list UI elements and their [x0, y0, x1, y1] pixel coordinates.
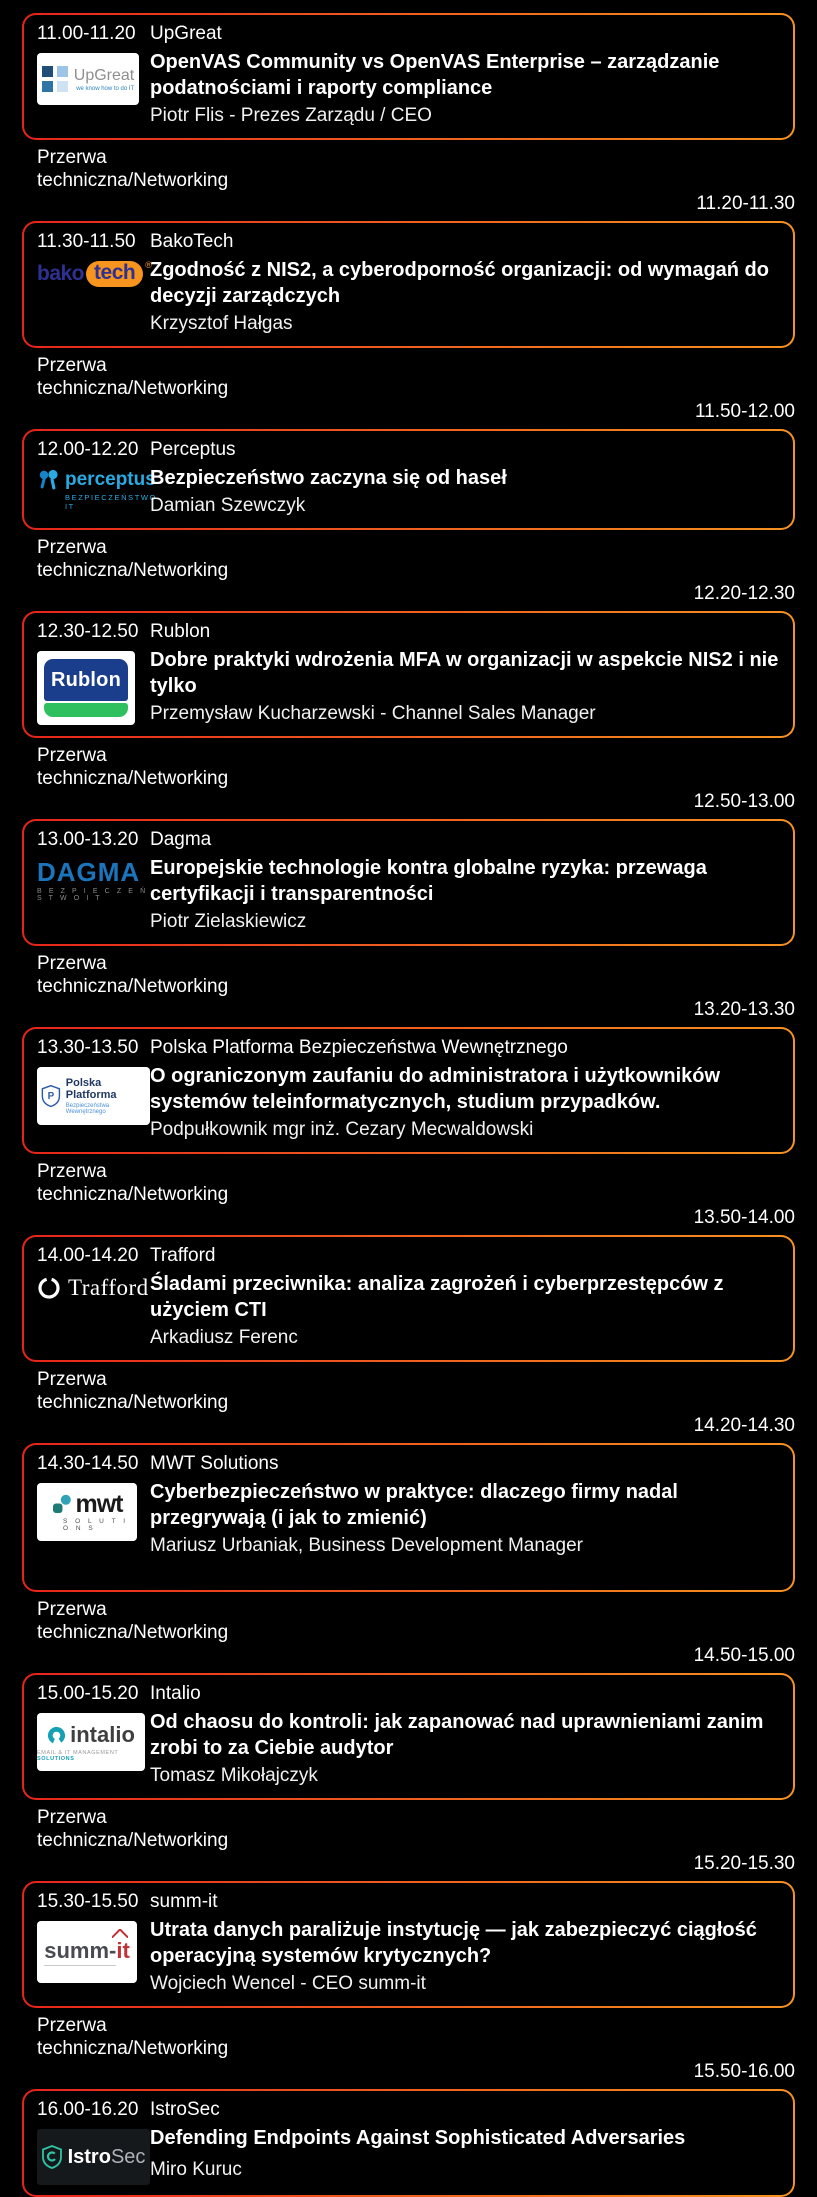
- company-logo: [37, 1921, 150, 1983]
- break-row: [22, 1154, 795, 1235]
- rublon-wordmark: Rublon: [44, 659, 128, 701]
- talk-title: Śladami przeciwnika: analiza zagrożeń i cyberprzestępców z użyciem CTI: [150, 1273, 724, 1321]
- talk-title: Europejskie technologie kontra globalne ryzyka: przewaga certyfikacji i transparentności: [150, 857, 707, 905]
- company-name: Polska Platforma Bezpieczeństwa Wewnętrznego: [150, 1037, 568, 1058]
- session-time: 12.30-12.50: [37, 621, 139, 642]
- session-time: 16.00-16.20: [37, 2099, 139, 2120]
- company-logo: [37, 651, 150, 725]
- mwt-logo: [37, 1483, 137, 1541]
- break-label: Przerwa techniczna/Networking: [37, 537, 229, 581]
- break-time: 11.50-12.00: [694, 401, 795, 422]
- company-logo: [37, 469, 157, 511]
- svg-text:P: P: [47, 1091, 55, 1103]
- dagma-logo: [37, 859, 150, 902]
- company-logo: [37, 53, 150, 105]
- break-row: [22, 1800, 795, 1881]
- bakotech-logo: [37, 261, 150, 287]
- break-label: Przerwa techniczna/Networking: [37, 953, 229, 997]
- session-time: 11.30-11.50: [37, 231, 136, 252]
- break-row: [22, 1362, 795, 1443]
- bakotech-wordmark: bako: [37, 262, 85, 285]
- break-row: [22, 738, 795, 819]
- company-name: Rublon: [150, 621, 211, 642]
- session-time: 13.30-13.50: [37, 1037, 139, 1058]
- company-logo: [37, 2129, 150, 2185]
- talk-title: Utrata danych paraliżuje instytucję — jak zabezpieczyć ciągłość operacyjną systemów krytycznych?: [150, 1919, 757, 1967]
- intalio-tagline: EMAIL & IT MANAGEMENT SOLUTIONS: [37, 1750, 119, 1762]
- company-name: Intalio: [150, 1683, 201, 1704]
- rublon-green-bar: [44, 703, 128, 717]
- company-logo: [37, 859, 150, 902]
- talk-title: Defending Endpoints Against Sophisticated Adversaries: [150, 2127, 686, 2149]
- break-time: 13.20-13.30: [693, 999, 795, 1020]
- ppbw-logo: [37, 1067, 150, 1125]
- talk-title: O ograniczonym zaufaniu do administratora i użytkowników systemów teleinformatycznych, studium przypadków.: [150, 1065, 721, 1113]
- bakotech-pill: tech: [86, 261, 143, 287]
- session-card-istrosec: [22, 2089, 795, 2197]
- break-row: [22, 2008, 795, 2089]
- rublon-logo: [37, 651, 135, 725]
- speaker-name: Podpułkownik mgr inż. Cezary Mecwaldowski: [150, 1119, 534, 1140]
- ppbw-wordmark: Polska Platforma: [65, 1077, 117, 1101]
- speaker-name: Miro Kuruc: [150, 2158, 242, 2180]
- session-card-bakotech: [22, 221, 795, 348]
- break-time: 13.50-14.00: [693, 1207, 795, 1228]
- session-time: 14.30-14.50: [37, 1453, 139, 1474]
- break-row: [22, 1592, 795, 1673]
- company-logo: [37, 261, 150, 287]
- break-label: Przerwa techniczna/Networking: [37, 745, 229, 789]
- break-time: 12.20-12.30: [693, 583, 795, 604]
- istrosec-wordmark-light: Sec: [110, 2145, 146, 2168]
- break-time: 12.50-13.00: [693, 791, 795, 812]
- bakotech-registered-mark: ®: [145, 260, 152, 270]
- company-name: Perceptus: [150, 439, 236, 460]
- perceptus-keys-icon: [37, 469, 61, 491]
- break-time: 14.20-14.30: [693, 1415, 795, 1436]
- talk-title: Dobre praktyki wdrożenia MFA w organizacji w aspekcie NIS2 i nie tylko: [150, 649, 779, 697]
- company-name: IstroSec: [150, 2099, 220, 2120]
- company-logo: [37, 1067, 150, 1125]
- upgreat-tagline: we know how to do IT: [76, 85, 135, 92]
- mwt-wordmark: mwt: [75, 1490, 123, 1518]
- company-logo: [37, 1713, 150, 1771]
- upgreat-logo: [37, 53, 139, 105]
- perceptus-wordmark: perceptus: [65, 469, 156, 490]
- speaker-name: Piotr Zielaskiewicz: [150, 911, 307, 932]
- session-card-trafford: [22, 1235, 795, 1362]
- speaker-name: Tomasz Mikołajczyk: [150, 1765, 318, 1786]
- talk-title: Cyberbezpieczeństwo w praktyce: dlaczego firmy nadal przegrywają (i jak to zmienić): [150, 1481, 678, 1529]
- upgreat-squares-icon: [42, 66, 68, 92]
- break-label: Przerwa techniczna/Networking: [37, 355, 229, 399]
- istrosec-wordmark-bold: Istro: [67, 2145, 111, 2168]
- speaker-name: Piotr Flis - Prezes Zarządu / CEO: [150, 105, 432, 126]
- break-label: Przerwa techniczna/Networking: [37, 2015, 229, 2059]
- break-label: Przerwa techniczna/Networking: [37, 1161, 229, 1205]
- session-card-ppbw: [22, 1027, 795, 1154]
- session-card-rublon: [22, 611, 795, 738]
- summit-wordmark-right: it: [116, 1938, 130, 1963]
- break-time: 15.50-16.00: [693, 2061, 795, 2082]
- intalio-logo: [37, 1713, 145, 1771]
- session-time: 15.00-15.20: [37, 1683, 139, 1704]
- speaker-name: Wojciech Wencel - CEO summ-it: [150, 1973, 426, 1994]
- session-time: 12.00-12.20: [37, 439, 139, 460]
- perceptus-logo: [37, 469, 157, 511]
- speaker-name: Mariusz Urbaniak, Business Development Manager: [150, 1535, 583, 1556]
- speaker-name: Krzysztof Hałgas: [150, 313, 293, 334]
- talk-title: Zgodność z NIS2, a cyberodporność organizacji: od wymagań do decyzji zarządczych: [150, 259, 769, 307]
- break-label: Przerwa techniczna/Networking: [37, 147, 229, 191]
- speaker-name: Damian Szewczyk: [150, 495, 306, 516]
- company-name: summ-it: [150, 1891, 218, 1912]
- mwt-tagline: S O L U T I O N S: [63, 1518, 129, 1532]
- company-name: Dagma: [150, 829, 212, 850]
- break-row: [22, 946, 795, 1027]
- talk-title: Bezpieczeństwo zaczyna się od haseł: [150, 467, 507, 489]
- ppbw-shield-icon: [41, 1083, 61, 1109]
- intalio-wordmark: intalio: [70, 1722, 135, 1747]
- upgreat-wordmark: UpGreat: [73, 66, 135, 84]
- summit-wordmark-left: summ-: [44, 1938, 116, 1966]
- company-logo: [37, 1483, 150, 1541]
- session-card-perceptus: [22, 429, 795, 530]
- break-label: Przerwa techniczna/Networking: [37, 1807, 229, 1851]
- company-logo: [37, 1275, 150, 1301]
- mwt-icon: [52, 1494, 72, 1514]
- session-card-dagma: [22, 819, 795, 946]
- break-time: 11.20-11.30: [696, 193, 795, 214]
- trafford-wordmark: Trafford: [68, 1275, 149, 1300]
- summit-roof-icon: [112, 1929, 128, 1938]
- talk-title: Od chaosu do kontroli: jak zapanować nad uprawnieniami zanim zrobi to za Ciebie audytor: [150, 1711, 764, 1759]
- session-card-upgreat: [22, 13, 795, 140]
- break-row: [22, 530, 795, 611]
- break-row: [22, 140, 795, 221]
- trafford-logo: [37, 1275, 150, 1301]
- session-card-summit: [22, 1881, 795, 2008]
- session-time: 15.30-15.50: [37, 1891, 139, 1912]
- intalio-swoosh-icon: [47, 1726, 66, 1745]
- speaker-name: Przemysław Kucharzewski - Channel Sales Manager: [150, 703, 596, 724]
- istrosec-shield-icon: [42, 2145, 62, 2169]
- break-label: Przerwa techniczna/Networking: [37, 1599, 229, 1643]
- session-time: 13.00-13.20: [37, 829, 139, 850]
- break-row: [22, 348, 795, 429]
- break-time: 14.50-15.00: [693, 1645, 795, 1666]
- company-name: MWT Solutions: [150, 1453, 279, 1474]
- ppbw-tagline: Bezpieczeństwa Wewnętrznego: [65, 1103, 110, 1115]
- break-time: 15.20-15.30: [693, 1853, 795, 1874]
- summit-logo: [37, 1921, 137, 1983]
- dagma-wordmark: DAGMA: [37, 857, 141, 887]
- dagma-tagline: B E Z P I E C Z E Ń S T W O I T: [37, 888, 148, 902]
- perceptus-tagline: BEZPIECZEŃSTWO IT: [65, 493, 157, 511]
- session-card-mwt: [22, 1443, 795, 1592]
- speaker-name: Arkadiusz Ferenc: [150, 1327, 298, 1348]
- company-name: Trafford: [150, 1245, 216, 1266]
- company-name: BakoTech: [150, 231, 234, 252]
- session-time: 14.00-14.20: [37, 1245, 139, 1266]
- session-time: 11.00-11.20: [37, 23, 136, 44]
- trafford-ring-icon: [37, 1276, 61, 1300]
- talk-title: OpenVAS Community vs OpenVAS Enterprise – zarządzanie podatnościami i raporty compliance: [150, 51, 720, 99]
- istrosec-logo: [37, 2129, 150, 2185]
- session-card-intalio: [22, 1673, 795, 1800]
- company-name: UpGreat: [150, 23, 222, 44]
- break-label: Przerwa techniczna/Networking: [37, 1369, 229, 1413]
